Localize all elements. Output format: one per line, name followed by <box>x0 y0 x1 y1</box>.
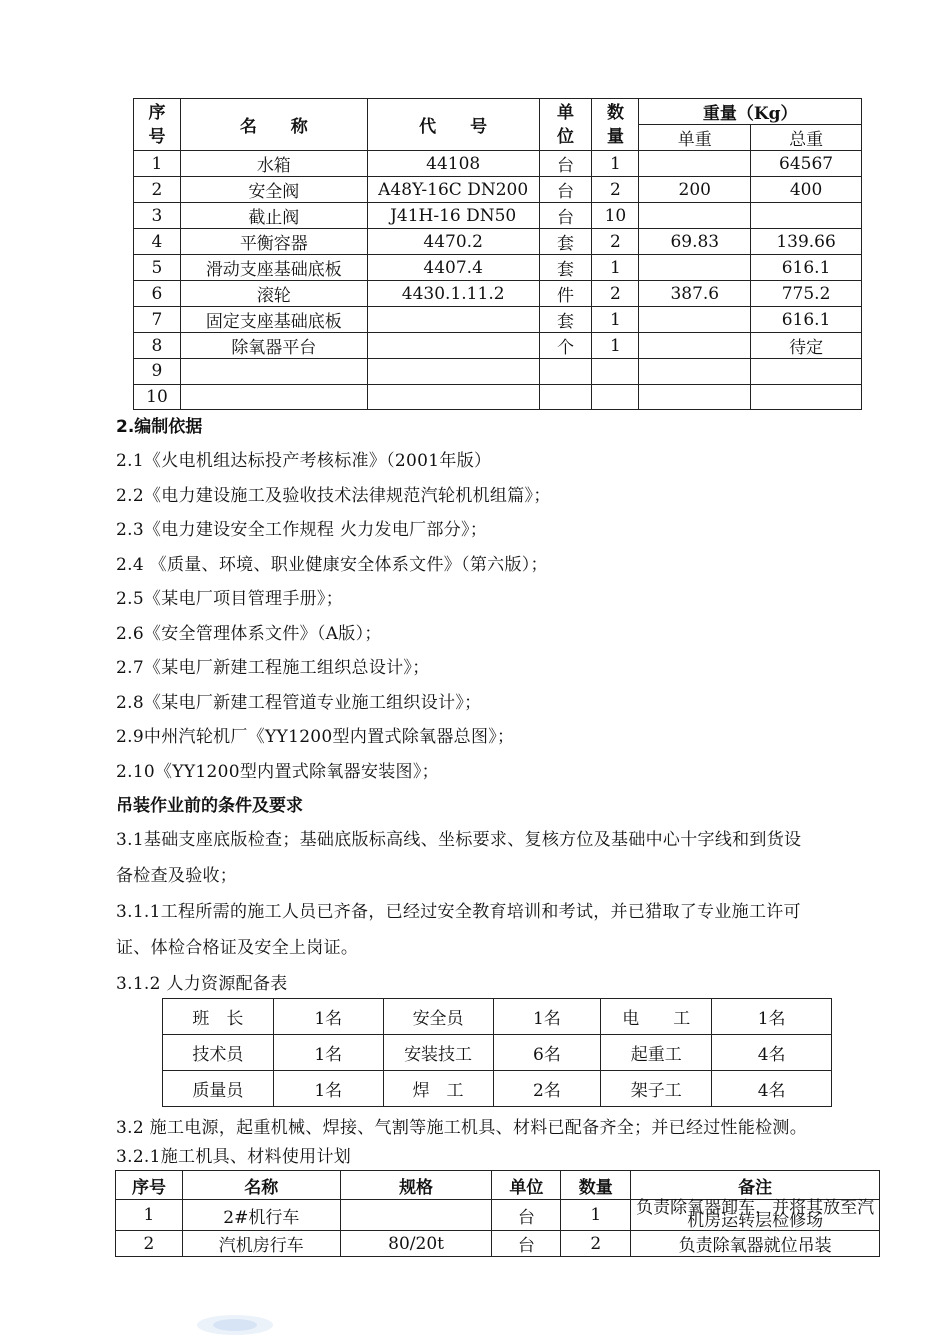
cell-unit: 件 <box>539 281 592 307</box>
role-cell: 技术员 <box>163 1035 274 1071</box>
cell-name: 滚轮 <box>180 281 367 307</box>
cell-unit <box>539 384 592 410</box>
cell-total-weight: 616.1 <box>751 307 862 333</box>
cell-total-weight: 616.1 <box>751 255 862 281</box>
role-cell: 班 长 <box>163 999 274 1035</box>
cell-name: 安全阀 <box>180 177 367 203</box>
table-row <box>134 151 862 177</box>
header-seq: 序 号 <box>134 99 181 151</box>
cell-unit: 套 <box>539 255 592 281</box>
paragraph-3-1-2: 3.1.2 人力资源配备表 <box>116 974 288 994</box>
cell-qty: 2 <box>561 1231 631 1257</box>
watermark-mark <box>195 1312 275 1338</box>
paragraph-3-1-1-line1: 3.1.1工程所需的施工人员已齐备，已经过安全教育培训和考试，并已猎取了专业施工许可 <box>116 902 801 922</box>
header-qty: 数 量 <box>592 99 639 151</box>
header-name: 名称 <box>182 1171 340 1200</box>
reference-item: 2.7《某电厂新建工程施工组织总设计》； <box>116 658 430 678</box>
cell-code <box>367 307 539 333</box>
cell-seq: 3 <box>134 203 181 229</box>
cell-unit: 个 <box>539 333 592 359</box>
cell-seq: 6 <box>134 281 181 307</box>
paragraph-3-1-1-line2: 证、体检合格证及安全上岗证。 <box>116 938 359 958</box>
cell-seq: 5 <box>134 255 181 281</box>
cell-name: 固定支座基础底板 <box>180 307 367 333</box>
cell-seq: 1 <box>116 1200 183 1231</box>
count-cell: 6名 <box>493 1035 601 1071</box>
cell-seq: 4 <box>134 229 181 255</box>
cell-seq: 1 <box>134 151 181 177</box>
cell-qty: 1 <box>561 1200 631 1231</box>
table-row <box>134 229 862 255</box>
cell-qty: 1 <box>592 151 639 177</box>
header-spec: 规格 <box>340 1171 492 1200</box>
count-cell: 1名 <box>273 1035 383 1071</box>
table-row <box>134 255 862 281</box>
reference-item: 2.5《某电厂项目管理手册》； <box>116 589 344 609</box>
role-cell: 焊 工 <box>383 1071 493 1107</box>
cell-name: 2#机行车 <box>182 1200 340 1231</box>
header-unit-weight: 单重 <box>639 125 751 151</box>
cell-qty: 2 <box>592 229 639 255</box>
count-cell: 1名 <box>493 999 601 1035</box>
cell-total-weight: 64567 <box>751 151 862 177</box>
staff-table <box>162 998 832 1107</box>
cell-total-weight: 775.2 <box>751 281 862 307</box>
cell-seq: 9 <box>134 359 181 385</box>
cell-code <box>367 359 539 385</box>
table-row <box>163 1071 832 1107</box>
header-unit: 单 位 <box>539 99 592 151</box>
paragraph-3-1-line1: 3.1基础支座底版检查；基础底版标高线、坐标要求、复核方位及基础中心十字线和到货设 <box>116 830 802 850</box>
cell-note: 负责除氧器卸车，并将其放至汽机房运转层检修场 <box>631 1200 880 1231</box>
section3-heading: 吊装作业前的条件及要求 <box>116 796 303 816</box>
header-name: 名 称 <box>180 99 367 151</box>
count-cell: 1名 <box>273 1071 383 1107</box>
table-row <box>116 1200 880 1231</box>
header-unit: 单位 <box>492 1171 561 1200</box>
cell-code <box>367 333 539 359</box>
cell-qty <box>592 359 639 385</box>
cell-code: 4470.2 <box>367 229 539 255</box>
cell-unit-weight: 200 <box>639 177 751 203</box>
reference-item: 2.9中州汽轮机厂《YY1200型内置式除氧器总图》； <box>116 727 515 747</box>
tool-header-row <box>116 1171 880 1200</box>
cell-total-weight: 400 <box>751 177 862 203</box>
cell-unit <box>539 359 592 385</box>
count-cell: 1名 <box>273 999 383 1035</box>
table-row <box>134 203 862 229</box>
table-row <box>134 177 862 203</box>
table-row <box>134 307 862 333</box>
reference-item: 2.8《某电厂新建工程管道专业施工组织设计》； <box>116 693 482 713</box>
paragraph-3-2-1: 3.2.1施工机具、材料使用计划 <box>116 1147 352 1167</box>
reference-item: 2.10《YY1200型内置式除氧器安装图》； <box>116 762 439 782</box>
reference-item: 2.4 《质量、环境、职业健康安全体系文件》（第六版）； <box>116 555 548 575</box>
cell-unit: 套 <box>539 307 592 333</box>
role-cell: 架子工 <box>601 1071 712 1107</box>
count-cell: 4名 <box>712 1035 832 1071</box>
cell-name: 汽机房行车 <box>182 1231 340 1257</box>
cell-unit: 套 <box>539 229 592 255</box>
cell-seq: 2 <box>134 177 181 203</box>
role-cell: 电 工 <box>601 999 712 1035</box>
role-cell: 质量员 <box>163 1071 274 1107</box>
table-row <box>134 359 862 385</box>
cell-code <box>367 384 539 410</box>
cell-qty: 1 <box>592 255 639 281</box>
table-row <box>116 1231 880 1257</box>
cell-qty <box>592 384 639 410</box>
cell-note: 负责除氧器就位吊装 <box>631 1231 880 1257</box>
cell-unit-weight <box>639 307 751 333</box>
cell-total-weight <box>751 359 862 385</box>
cell-seq: 10 <box>134 384 181 410</box>
reference-item: 2.6《安全管理体系文件》（A版）； <box>116 624 382 644</box>
cell-code: 4407.4 <box>367 255 539 281</box>
table-row <box>134 384 862 410</box>
role-cell: 安装技工 <box>383 1035 493 1071</box>
cell-name: 平衡容器 <box>180 229 367 255</box>
count-cell: 2名 <box>493 1071 601 1107</box>
table-row <box>134 333 862 359</box>
reference-item: 2.3《电力建设安全工作规程 火力发电厂部分》； <box>116 520 488 540</box>
cell-unit-weight <box>639 151 751 177</box>
reference-item: 2.1《火电机组达标投产考核标准》（2001年版） <box>116 451 492 471</box>
cell-name: 除氧器平台 <box>180 333 367 359</box>
cell-unit: 台 <box>539 151 592 177</box>
equipment-table <box>133 98 862 410</box>
header-seq: 序号 <box>116 1171 183 1200</box>
cell-qty: 1 <box>592 333 639 359</box>
cell-unit-weight <box>639 203 751 229</box>
cell-total-weight: 139.66 <box>751 229 862 255</box>
cell-qty: 10 <box>592 203 639 229</box>
cell-unit: 台 <box>492 1200 561 1231</box>
tool-table <box>115 1170 880 1257</box>
cell-seq: 2 <box>116 1231 183 1257</box>
cell-spec <box>340 1200 492 1231</box>
table-row <box>163 999 832 1035</box>
paragraph-3-1-line2: 备检查及验收； <box>116 866 238 886</box>
cell-unit: 台 <box>539 177 592 203</box>
cell-name <box>180 359 367 385</box>
cell-unit-weight <box>639 359 751 385</box>
cell-spec: 80/20t <box>340 1231 492 1257</box>
cell-total-weight <box>751 203 862 229</box>
cell-seq: 7 <box>134 307 181 333</box>
table-row <box>134 281 862 307</box>
header-code: 代 号 <box>367 99 539 151</box>
reference-item: 2.2《电力建设施工及验收技术法律规范汽轮机机组篇》； <box>116 486 551 506</box>
cell-code: 4430.1.11.2 <box>367 281 539 307</box>
cell-name <box>180 384 367 410</box>
cell-qty: 2 <box>592 177 639 203</box>
section2-heading: 2.编制依据 <box>116 417 203 437</box>
cell-unit-weight: 387.6 <box>639 281 751 307</box>
cell-name: 截止阀 <box>180 203 367 229</box>
cell-qty: 2 <box>592 281 639 307</box>
cell-unit-weight <box>639 255 751 281</box>
cell-code: 44108 <box>367 151 539 177</box>
cell-unit-weight: 69.83 <box>639 229 751 255</box>
paragraph-3-2: 3.2 施工电源，起重机械、焊接、气割等施工机具、材料已配备齐全；并已经过性能检测。 <box>116 1118 808 1138</box>
cell-qty: 1 <box>592 307 639 333</box>
header-qty: 数量 <box>561 1171 631 1200</box>
cell-total-weight: 待定 <box>751 333 862 359</box>
header-weight: 重量（Kg） <box>639 99 862 125</box>
count-cell: 4名 <box>712 1071 832 1107</box>
role-cell: 安全员 <box>383 999 493 1035</box>
cell-total-weight <box>751 384 862 410</box>
cell-code: J41H-16 DN50 <box>367 203 539 229</box>
header-note: 备注 <box>631 1171 880 1200</box>
header-total-weight: 总重 <box>751 125 862 151</box>
cell-name: 滑动支座基础底板 <box>180 255 367 281</box>
cell-seq: 8 <box>134 333 181 359</box>
cell-unit: 台 <box>492 1231 561 1257</box>
table-row <box>163 1035 832 1071</box>
cell-unit: 台 <box>539 203 592 229</box>
count-cell: 1名 <box>712 999 832 1035</box>
cell-unit-weight <box>639 333 751 359</box>
cell-code: A48Y-16C DN200 <box>367 177 539 203</box>
role-cell: 起重工 <box>601 1035 712 1071</box>
equipment-header-row <box>134 99 862 125</box>
cell-name: 水箱 <box>180 151 367 177</box>
cell-unit-weight <box>639 384 751 410</box>
